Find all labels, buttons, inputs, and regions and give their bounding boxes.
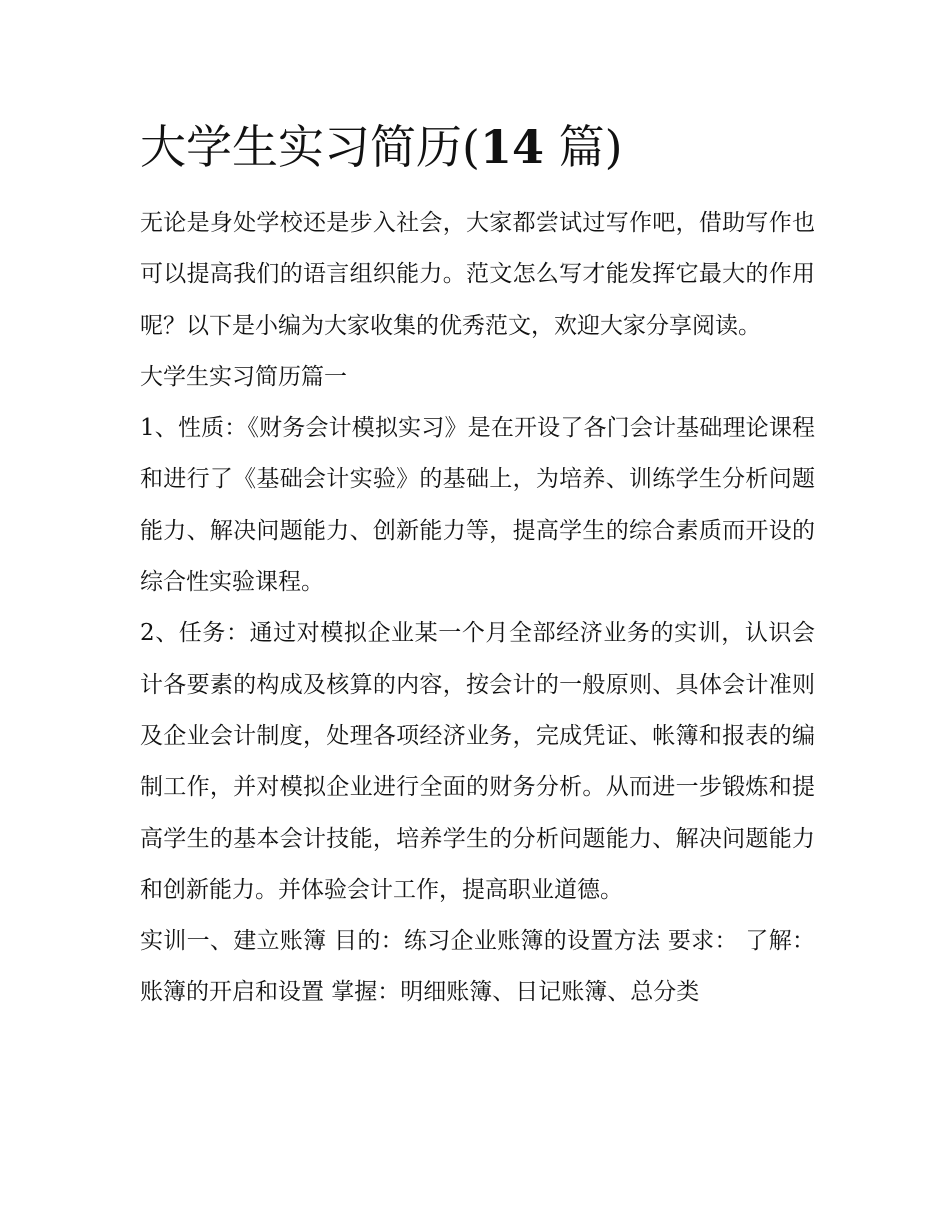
title-suffix: 篇) <box>543 120 623 174</box>
paragraph-nature: 1、性质：《财务会计模拟实习》是在开设了各门会计基础理论课程和进行了《基础会计实验》的基础上，为培养、训练学生分析问题能力、解决问题能力、创新能力等，提高学生的综合素质而开设的综合性实验课程。 <box>140 415 815 596</box>
document-title <box>140 112 815 182</box>
section-heading: 大学生实习简历篇一 <box>140 363 347 390</box>
paragraph-task: 2、任务：通过对模拟企业某一个月全部经济业务的实训，认识会计各要素的构成及核算的内容，按会计的一般原则、具体会计准则及企业会计制度，处理各项经济业务，完成凭证、帐簿和报表的编制工作，并对模拟企业进行全面的财务分析。从而进一步锻炼和提高学生的基本会计技能，培养学生的分析问题能力、解决问题能力和创新能力。并体验会计工作，提高职业道德。 <box>140 620 815 903</box>
intro-paragraph: 无论是身处学校还是步入社会，大家都尝试过写作吧，借助写作也可以提高我们的语言组织能力。范文怎么写才能发挥它最大的作用呢？以下是小编为大家收集的优秀范文，欢迎大家分享阅读。 <box>140 210 815 339</box>
document-page <box>140 112 815 1019</box>
title-text: 大学生实习简历( <box>140 120 480 174</box>
paragraph-training-one: 实训一、建立账簿 目的：练习企业账簿的设置方法 要求： 了解：账簿的开启和设置 掌握：明细账簿、日记账簿、总分类 <box>140 928 815 1006</box>
title-count: 14 <box>479 120 544 174</box>
